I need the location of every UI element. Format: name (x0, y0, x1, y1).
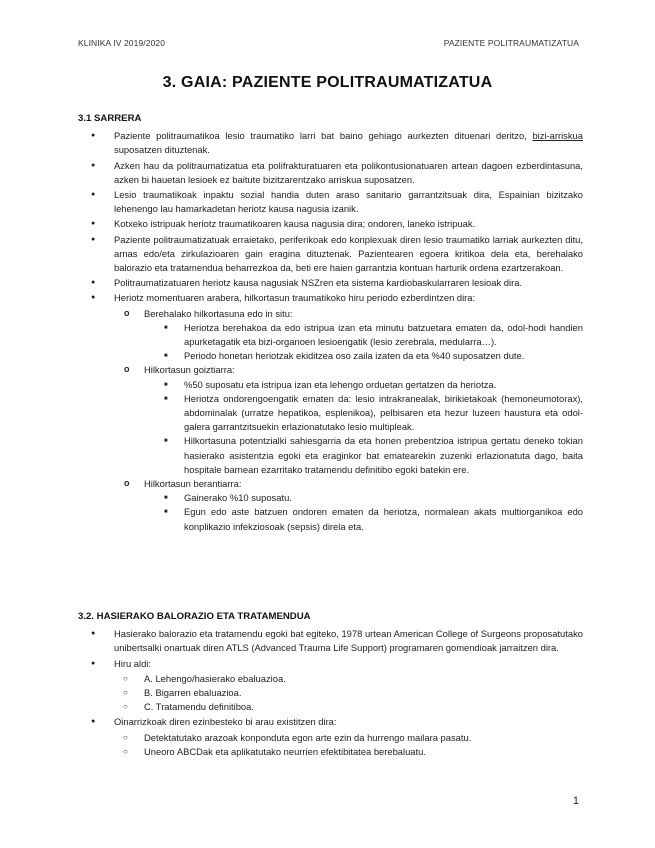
bullet-text: Heriotz momentuaren arabera, hilkortasun traumatikoko hiru periodo ezberdintzen dira: (114, 292, 476, 304)
rule-item: ○ Uneoro ABCDak eta aplikatutako neurrien efektibitatea berebaluatu. (114, 745, 583, 759)
list-item (78, 291, 583, 533)
bullet-text: suposatzen dituztenak. (114, 144, 210, 156)
list-item: ● Paziente politraumatizatuak erraietako, periferikoak edo konplexuak diren lesio traumatiko larriak aurkezten ditu, arnas edo/eta zirkulazioaren gain eragina dituztenak. Pazientearen egoera kritikoa dela eta, berehalako balorazio eta tratamendua beharrezkoa da, beti ere haien garrantzia kontuan harturik ordena ezartzerakoan. (78, 233, 583, 276)
phase-list (114, 672, 583, 715)
section-heading: 3.1 SARRERA (78, 113, 142, 124)
section-hasierako-balorazioa (78, 610, 583, 760)
period-list (114, 307, 583, 534)
detail-item: ■ %50 suposatu eta istripua izan eta lehengo orduetan gertatzen da heriotza. (144, 378, 583, 392)
list-item: ● Azken hau da politraumatizatua eta polifrakturatuaren eta polikontusionatuaren artean dagoen ezberdintasuna, azken bi hauetan lesioek ez baitute bizitzarentzako arriskua suposatzen. (78, 159, 583, 187)
phase-item: ○ B. Bigarren ebaluazioa. (114, 686, 583, 700)
page-title: 3. GAIA: PAZIENTE POLITRAUMATIZATUA (162, 74, 493, 91)
period-item (114, 307, 583, 364)
bullet-list (78, 627, 583, 759)
bullet-text: Hiru aldi: (114, 657, 151, 669)
period-label: Hilkortasun goiztiarra: (144, 364, 235, 376)
detail-item: ■ Heriotza berehakoa da edo istripua izan eta minutu batzuetara ematen da, odol-hodi handien apurketagatik eta bizi-organoen lesioengatik (lesio zerebrala, medularra…). (144, 321, 583, 349)
underlined-term: bizi-arriskua (532, 130, 583, 142)
section-heading: 3.2. HASIERAKO BALORAZIO ETA TRATAMENDUA (78, 611, 311, 622)
rule-item: ○ Detektatutako arazoak konponduta egon arte ezin da hurrengo mailara pasatu. (114, 731, 583, 745)
list-item (78, 129, 583, 157)
list-item: ● Kotxeko istripuak heriotz traumatikoaren kausa nagusia dira; ondoren, laneko istripuak. (78, 217, 583, 231)
list-item: ● Hasierako balorazio eta tratamendu egoki bat egiteko, 1978 urtean American College of Surgeons proposatutako unibertsalki onartuak diren ATLS (Advanced Trauma Life Support) programaren gomendioak jarraitzen dira. (78, 627, 583, 655)
detail-item: ■ Gainerako %10 suposatu. (144, 491, 583, 505)
page-number: 1 (572, 795, 579, 807)
detail-list (144, 378, 583, 477)
header-left: KLINIKA IV 2019/2020 (78, 38, 166, 48)
header-right: PAZIENTE POLITRAUMATIZATUA (443, 38, 579, 48)
list-item (78, 657, 583, 715)
detail-list (144, 321, 583, 364)
detail-item: ■ Egun edo aste batzuen ondoren ematen da heriotza, normalean akats multiorganikoa edo konplikazio infekziosoak (sepsis) direla eta. (144, 505, 583, 533)
list-item: ● Lesio traumatikoak inpaktu sozial handia duten araso sanitario garrantzitsuak dira, Espainian bizitzako lehenengo lau hamarkadetan heriotz kausa nagusia izanik. (78, 188, 583, 216)
detail-item: ■ Heriotza ondorengoengatik ematen da: lesio intrakranealak, birikietakoak (hemoneumotorax), abdominalak (urratze hepatikoa, esplenikoa), pelbisaren eta hezur luzeen haustura eta odol-galera garrantzitsuekin erlazionatutako lesio multipleak. (144, 392, 583, 435)
period-label: Berehalako hilkortasuna edo in situ: (144, 307, 293, 319)
rule-list (114, 731, 583, 759)
list-item: ● Politraumatizatuaren heriotz kausa nagusiak NSZren eta sistema kardiobaskularraren lesioak dira. (78, 276, 583, 290)
detail-item: ■ Periodo honetan heriotzak ekiditzea oso zaila izaten da eta %40 suposatzen dute. (144, 349, 583, 363)
section-sarrera (78, 112, 583, 535)
period-label: Hilkortasun berantiarra: (144, 478, 242, 490)
bullet-text: Oinarrizkoak diren ezinbesteko bi arau existitzen dira: (114, 716, 337, 728)
list-item (78, 715, 583, 759)
phase-item: ○ A. Lehengo/hasierako ebaluazioa. (114, 672, 583, 686)
bullet-text: Paziente politraumatikoa lesio traumatiko larri bat baino gehiago aurkezten dituenari deritzo, (114, 130, 533, 142)
period-item (114, 477, 583, 534)
period-item (114, 363, 583, 477)
phase-item: ○ C. Tratamendu definitiboa. (114, 700, 583, 714)
bullet-list (78, 129, 583, 534)
detail-item: ■ Hilkortasuna potentzialki sahiesgarria da eta honen prebentzioa istripua gertatu deneko tokian hasierako asistentzia egoki eta eraginkor bat ematearekin zuzenki erlazionatuta dago, baita hospitale barnean ezarritako tratamendu definitibo egoki batekin ere. (144, 434, 583, 477)
detail-list (144, 491, 583, 534)
